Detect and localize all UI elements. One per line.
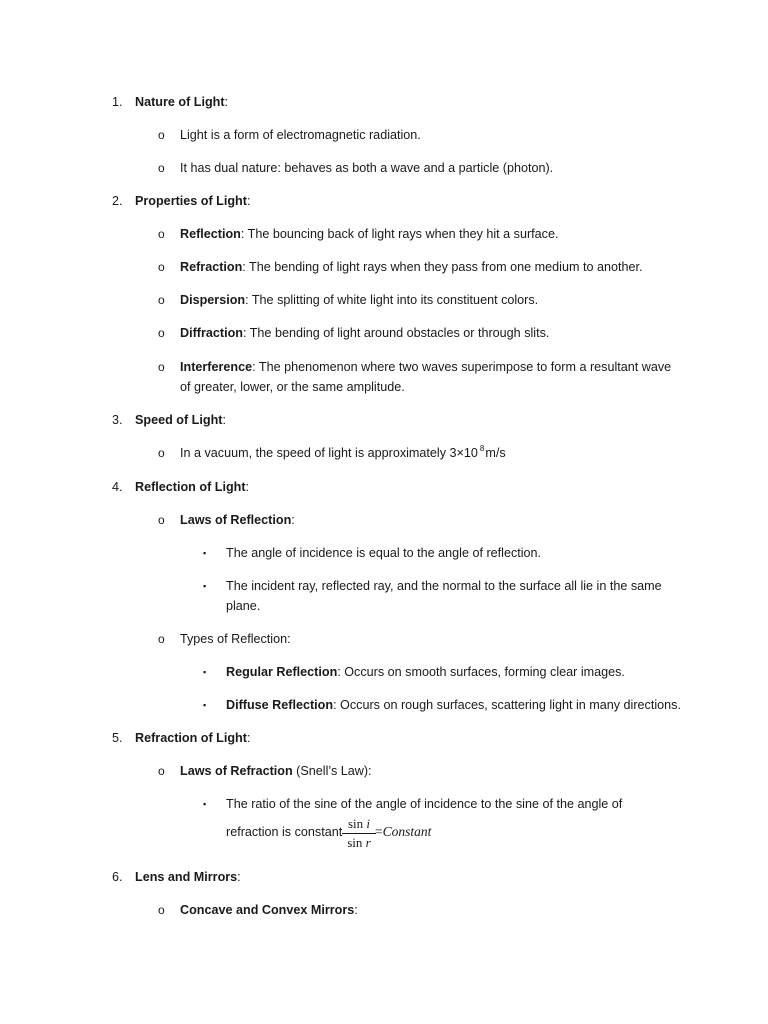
section-title: Nature of Light — [135, 95, 225, 109]
fraction-numerator — [342, 816, 376, 832]
equals-sign: = — [375, 824, 383, 839]
definition: : The bouncing back of light rays when they hit a surface. — [240, 227, 559, 241]
snells-law-fraction — [342, 816, 376, 851]
term: Dispersion — [180, 293, 246, 307]
angle-of-incidence: i — [366, 816, 371, 831]
list-item — [180, 225, 558, 243]
term: Interference — [180, 360, 253, 374]
definition: : Occurs on smooth surfaces, forming clear images. — [337, 665, 625, 679]
term: Refraction — [180, 260, 243, 274]
term: Diffraction — [180, 326, 243, 340]
term: Laws of Refraction — [180, 764, 293, 778]
section-number: 6. — [112, 870, 123, 884]
exponent: 8 — [479, 444, 485, 453]
list-item — [180, 901, 358, 919]
square-bullet-marker: ▪ — [203, 667, 207, 677]
bullet-marker: o — [158, 260, 165, 274]
bullet-marker: o — [158, 513, 165, 527]
heading-colon: : — [245, 480, 250, 494]
sub-list-item-text: The angle of incidence is equal to the angle of reflection. — [226, 546, 542, 560]
list-item — [180, 324, 549, 342]
unit: m/s — [485, 446, 506, 460]
square-bullet-marker: ▪ — [203, 581, 207, 591]
definition: : — [354, 903, 358, 917]
bullet-marker: o — [158, 360, 165, 374]
bullet-marker: o — [158, 903, 165, 917]
section-title: Reflection of Light — [135, 480, 246, 494]
section-heading — [135, 868, 241, 886]
bullet-marker: o — [158, 293, 165, 307]
sub-list-item-continuation: plane. — [226, 599, 261, 613]
section-heading — [135, 729, 250, 747]
section-title: Lens and Mirrors — [135, 870, 238, 884]
definition: : The bending of light around obstacles or through slits. — [242, 326, 550, 340]
sub-list-item-text: The ratio of the sine of the angle of incidence to the sine of the angle of — [226, 797, 623, 811]
term: Reflection — [180, 227, 241, 241]
definition: : The splitting of white light into its constituent colors. — [245, 293, 539, 307]
sub-list-item-text: The incident ray, reflected ray, and the normal to the surface all lie in the same — [226, 579, 662, 593]
list-item-text: Light is a form of electromagnetic radiation. — [180, 128, 421, 142]
fraction-denominator — [342, 835, 376, 851]
list-item-text: Types of Reflection: — [180, 632, 291, 646]
definition: (Snell’s Law): — [292, 764, 372, 778]
list-item — [180, 258, 642, 276]
term: Concave and Convex Mirrors — [180, 903, 355, 917]
term: Laws of Reflection — [180, 513, 292, 527]
square-bullet-marker: ▪ — [203, 700, 207, 710]
square-bullet-marker: ▪ — [203, 799, 207, 809]
snells-law-rhs — [375, 823, 431, 841]
section-number: 1. — [112, 95, 123, 109]
list-item — [180, 511, 295, 529]
section-heading — [135, 93, 228, 111]
bullet-marker: o — [158, 326, 165, 340]
list-item-text: It has dual nature: behaves as both a wave and a particle (photon). — [180, 161, 554, 175]
list-item — [180, 291, 538, 309]
bullet-marker: o — [158, 227, 165, 241]
bullet-marker: o — [158, 632, 165, 646]
sub-list-item-continuation: refraction is constant — [226, 825, 343, 839]
heading-colon: : — [222, 413, 226, 427]
list-item — [180, 358, 671, 376]
definition: : Occurs on rough surfaces, scattering light in many directions. — [333, 698, 681, 712]
heading-colon: : — [246, 194, 251, 208]
sine-function: sin — [347, 816, 364, 831]
definition: : — [291, 513, 295, 527]
term: Diffuse Reflection — [226, 698, 334, 712]
bullet-marker: o — [158, 446, 165, 460]
section-title: Properties of Light — [135, 194, 247, 208]
sine-function: sin — [347, 835, 363, 850]
bullet-marker: o — [158, 764, 165, 778]
list-item — [180, 444, 506, 462]
definition: : The phenomenon where two waves superimpose to form a resultant wave — [252, 360, 672, 374]
section-number: 3. — [112, 413, 123, 427]
bullet-marker: o — [158, 128, 165, 142]
term: Regular Reflection — [226, 665, 338, 679]
heading-colon: : — [224, 95, 229, 109]
speed-text: In a vacuum, the speed of light is approximately 3×10 — [180, 446, 478, 460]
section-number: 5. — [112, 731, 123, 745]
angle-of-refraction: r — [365, 835, 371, 850]
list-item-continuation: of greater, lower, or the same amplitude. — [180, 380, 405, 394]
section-title: Refraction of Light — [135, 731, 247, 745]
section-heading — [135, 478, 249, 496]
list-item — [180, 762, 372, 780]
fraction-bar — [342, 833, 376, 834]
section-heading — [135, 411, 226, 429]
heading-colon: : — [246, 731, 251, 745]
section-heading — [135, 192, 250, 210]
bullet-marker: o — [158, 161, 165, 175]
square-bullet-marker: ▪ — [203, 548, 207, 558]
section-number: 4. — [112, 480, 123, 494]
section-number: 2. — [112, 194, 123, 208]
section-title: Speed of Light — [135, 413, 223, 427]
constant-term: Constant — [382, 824, 432, 839]
heading-colon: : — [237, 870, 241, 884]
definition: : The bending of light rays when they pass from one medium to another. — [242, 260, 643, 274]
sub-list-item — [226, 663, 625, 681]
sub-list-item — [226, 696, 681, 714]
